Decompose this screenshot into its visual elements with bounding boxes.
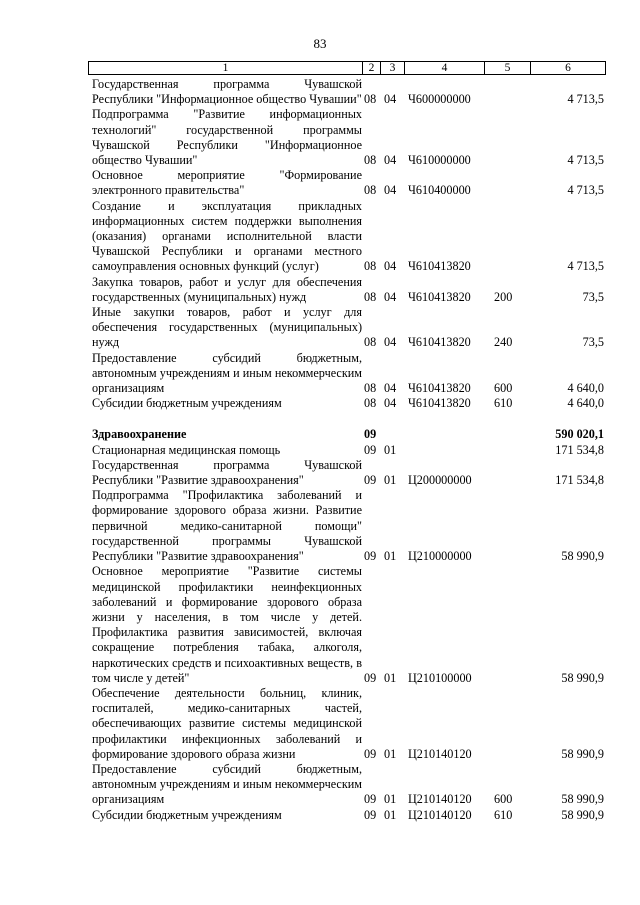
- row-amount: 58 990,9: [561, 670, 604, 685]
- header-col-2: 2: [363, 62, 381, 74]
- row-name: Предоставление субсидий бюджетным, автономным учреждениям и иным некоммерческим организациям: [92, 761, 362, 807]
- row-subsection: 04: [384, 335, 397, 350]
- row-expense-type: 610: [494, 396, 513, 411]
- row-amount: 73,5: [582, 289, 604, 304]
- row-name: Подпрограмма "Развитие информационных технологий" государственной программы Чувашской Республики "Информационное общество Чувашии": [92, 107, 362, 168]
- table-row: [92, 199, 604, 275]
- row-amount: 171 534,8: [555, 473, 604, 488]
- table-row: [92, 351, 604, 397]
- row-section: 08: [364, 381, 377, 396]
- table-row: [92, 275, 604, 305]
- row-subsection: 04: [384, 259, 397, 274]
- row-subsection: 01: [384, 807, 397, 822]
- row-amount: 590 020,1: [555, 427, 604, 442]
- row-target-code: Ц210000000: [408, 549, 472, 564]
- row-section: 08: [364, 289, 377, 304]
- row-amount: 4 713,5: [567, 153, 604, 168]
- row-expense-type: 240: [494, 335, 513, 350]
- row-subsection: 04: [384, 183, 397, 198]
- row-section: 09: [364, 807, 377, 822]
- header-col-6: 6: [565, 62, 571, 74]
- row-section: 09: [364, 442, 377, 457]
- row-target-code: Ч610000000: [408, 153, 471, 168]
- row-section: 08: [364, 153, 377, 168]
- row-amount: 4 713,5: [567, 183, 604, 198]
- header-col-5: 5: [485, 62, 531, 74]
- table-row: [92, 458, 604, 488]
- table-row: [92, 762, 604, 808]
- row-name: Предоставление субсидий бюджетным, автономным учреждениям и иным некоммерческим организациям: [92, 350, 362, 396]
- row-section: 09: [364, 549, 377, 564]
- row-subsection: 04: [384, 381, 397, 396]
- row-section: 08: [364, 183, 377, 198]
- row-expense-type: 600: [494, 381, 513, 396]
- row-name: Государственная программа Чувашской Республики "Развитие здравоохранения": [92, 457, 362, 488]
- row-target-code: Ч600000000: [408, 92, 471, 107]
- row-target-code: Ч610413820: [408, 289, 471, 304]
- row-amount: 58 990,9: [561, 807, 604, 822]
- row-subsection: 04: [384, 289, 397, 304]
- row-target-code: Ц210140120: [408, 746, 472, 761]
- row-target-code: Ц200000000: [408, 473, 472, 488]
- row-target-code: Ч610413820: [408, 381, 471, 396]
- table-row: [92, 427, 604, 442]
- table-row: [92, 77, 604, 107]
- row-amount: 4 640,0: [567, 381, 604, 396]
- row-name: Основное мероприятие "Формирование электронного правительства": [92, 168, 362, 198]
- row-section: 08: [364, 259, 377, 274]
- table-row: [92, 686, 604, 762]
- table-row: [92, 564, 604, 686]
- row-name: Подпрограмма "Профилактика заболеваний и формирование здорового образа жизни. Развитие первичной медико-санитарной помощи" государственной программы Чувашской Республики "Развитие здравоохранения": [92, 488, 362, 564]
- row-section: 08: [364, 396, 377, 411]
- row-amount: 4 640,0: [567, 396, 604, 411]
- row-amount: 58 990,9: [561, 792, 604, 807]
- row-amount: 58 990,9: [561, 746, 604, 761]
- row-expense-type: 610: [494, 807, 513, 822]
- row-subsection: 01: [384, 670, 397, 685]
- row-subsection: 04: [384, 153, 397, 168]
- row-amount: 73,5: [582, 335, 604, 350]
- row-name: Обеспечение деятельности больниц, клиник, госпиталей, медико-санитарных частей, обеспечивающих развитие системы медицинской профилактики инфекционных заболеваний и формирование здорового образа жизни: [92, 685, 362, 761]
- table-header: [88, 61, 606, 75]
- row-name: Основное мероприятие "Развитие системы медицинской профилактики неинфекционных заболеваний и формирование здорового образа жизни у населения, в том числе у детей. Профилактика развития зависимостей, включая сокращение потребления табака, алкоголя, наркотических средств и психоактивных веществ, в том числе у детей": [92, 564, 362, 685]
- row-amount: 4 713,5: [567, 92, 604, 107]
- row-name: Закупка товаров, работ и услуг для обеспечения государственных (муниципальных) нужд: [92, 274, 362, 304]
- row-name: Субсидии бюджетным учреждениям: [92, 396, 282, 411]
- row-subsection: 01: [384, 746, 397, 761]
- table-row: [92, 168, 604, 198]
- row-name: Создание и эксплуатация прикладных информационных систем поддержки выполнения (оказания) органами исполнительной власти Чувашской Республики и органами местного самоуправления основных функций (услуг): [92, 198, 362, 274]
- row-name: Субсидии бюджетным учреждениям: [92, 807, 282, 822]
- row-spacer: [92, 411, 604, 427]
- row-target-code: Ц210140120: [408, 807, 472, 822]
- row-amount: 58 990,9: [561, 549, 604, 564]
- row-subsection: 01: [384, 549, 397, 564]
- table-row: [92, 443, 604, 458]
- row-target-code: Ч610400000: [408, 183, 471, 198]
- row-section: 09: [364, 746, 377, 761]
- row-section: 09: [364, 427, 377, 442]
- row-subsection: 04: [384, 92, 397, 107]
- row-amount: 4 713,5: [567, 259, 604, 274]
- table-body: [92, 77, 604, 823]
- row-target-code: Ч610413820: [408, 335, 471, 350]
- row-subsection: 01: [384, 792, 397, 807]
- table-row: [92, 488, 604, 564]
- row-target-code: Ч610413820: [408, 259, 471, 274]
- header-col-4: 4: [405, 62, 485, 74]
- table-row: [92, 305, 604, 351]
- row-name: Иные закупки товаров, работ и услуг для обеспечения государственных (муниципальных) нужд: [92, 305, 362, 350]
- row-section: 08: [364, 92, 377, 107]
- row-target-code: Ч610413820: [408, 396, 471, 411]
- header-col-1: 1: [89, 62, 363, 74]
- table-row: [92, 107, 604, 168]
- row-section: 09: [364, 670, 377, 685]
- row-section: 09: [364, 473, 377, 488]
- row-target-code: Ц210100000: [408, 670, 472, 685]
- table-row: [92, 396, 604, 411]
- row-subsection: 04: [384, 396, 397, 411]
- row-subsection: 01: [384, 473, 397, 488]
- page-number: 83: [313, 36, 327, 51]
- table-row: [92, 808, 604, 823]
- row-subsection: 01: [384, 442, 397, 457]
- row-name: Здравоохранение: [92, 427, 187, 442]
- row-section: 09: [364, 792, 377, 807]
- row-name: Стационарная медицинская помощь: [92, 442, 281, 457]
- row-section: 08: [364, 335, 377, 350]
- row-expense-type: 600: [494, 792, 513, 807]
- row-amount: 171 534,8: [555, 442, 604, 457]
- row-expense-type: 200: [494, 289, 513, 304]
- row-name: Государственная программа Чувашской Республики "Информационное общество Чувашии": [92, 77, 362, 107]
- header-col-3: 3: [381, 62, 405, 74]
- row-target-code: Ц210140120: [408, 792, 472, 807]
